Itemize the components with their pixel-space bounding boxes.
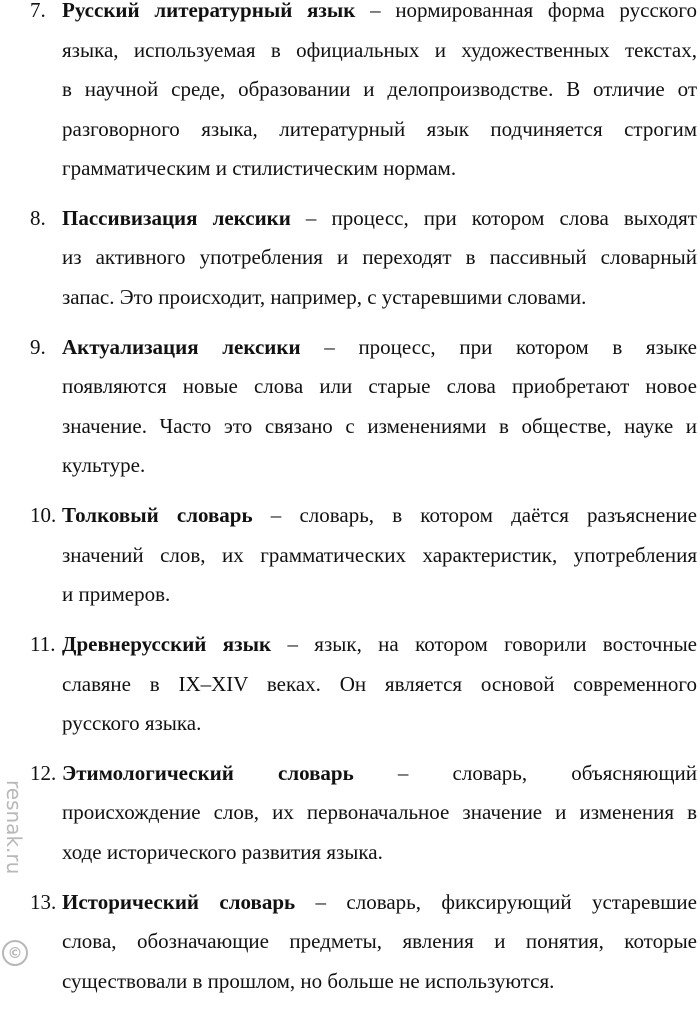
text-line: языка, используемая в официальных и художественных текстах, [62, 37, 697, 62]
item-number: 7. [30, 0, 46, 22]
list-item [0, 883, 700, 1002]
list-item [0, 199, 700, 318]
item-number: 11. [30, 632, 56, 657]
text-line [62, 199, 697, 239]
text-line: происхождение слов, их первоначальное значение и изменения в [62, 800, 697, 825]
text-line: слова, обозначающие предметы, явления и понятия, которые [62, 929, 697, 954]
item-number: 9. [30, 334, 46, 359]
list-item [0, 328, 700, 486]
text-line: и примеров. [62, 582, 171, 607]
text-line: появляются новые слова или старые слова приобретают новое [62, 374, 697, 399]
text-line: значение. Часто это связано с изменениями в обществе, науке и [62, 413, 697, 438]
definition-text: – язык, на котором говорили восточные [271, 632, 698, 657]
text-line: ходе исторического развития языка. [62, 839, 383, 864]
text-line: значений слов, их грамматических характеристик, употребления [62, 542, 697, 567]
text-line: из активного употребления и переходят в пассивный словарный [62, 245, 697, 270]
definition-text: – нормированная форма русского [355, 0, 697, 22]
text-line [62, 0, 697, 31]
term: Пассивизация лексики [62, 205, 291, 230]
item-number: 13. [30, 889, 57, 914]
text-line: разговорного языка, литературный язык подчиняется строгим [62, 116, 697, 141]
text-line: в научной среде, образовании и делопроизводстве. В отличие от [62, 77, 697, 101]
item-number: 10. [30, 503, 57, 528]
definition-text: – словарь, объясняющий [353, 760, 697, 785]
text-line [62, 625, 697, 665]
item-number: 8. [30, 205, 46, 230]
term: Исторический словарь [62, 889, 296, 914]
definition-text: – процесс, при котором в языке [300, 334, 697, 359]
text-line [62, 754, 697, 794]
text-line: грамматическим и стилистическим нормам. [62, 156, 457, 180]
term: Этимологический словарь [62, 760, 354, 785]
text-line: славяне в IX–XIV веках. Он является основой современного [62, 671, 697, 696]
item-number: 12. [30, 760, 57, 785]
watermark-text: resnak.ru [2, 780, 26, 875]
term: Русский литературный язык [62, 0, 356, 22]
definition-text: – словарь, в котором даётся разъяснение [252, 503, 697, 528]
text-line: культуре. [62, 453, 146, 478]
text-line [62, 496, 697, 536]
definition-text: – словарь, фиксирующий устаревшие [295, 889, 697, 914]
text-line: русского языка. [62, 711, 202, 736]
list-item [0, 496, 700, 615]
text-line [62, 328, 697, 368]
copyright-icon: © [2, 940, 28, 966]
list-item [0, 625, 700, 744]
text-line: существовали в прошлом, но больше не используются. [62, 968, 555, 993]
list-item [0, 0, 700, 189]
text-line: запас. Это происходит, например, с устаревшими словами. [62, 284, 587, 309]
text-line [62, 883, 697, 923]
term: Древнерусский язык [62, 632, 272, 657]
term: Актуализация лексики [62, 334, 301, 359]
definition-text: – процесс, при котором слова выходят [290, 205, 697, 230]
term: Толковый словарь [62, 503, 253, 528]
list-item [0, 754, 700, 873]
